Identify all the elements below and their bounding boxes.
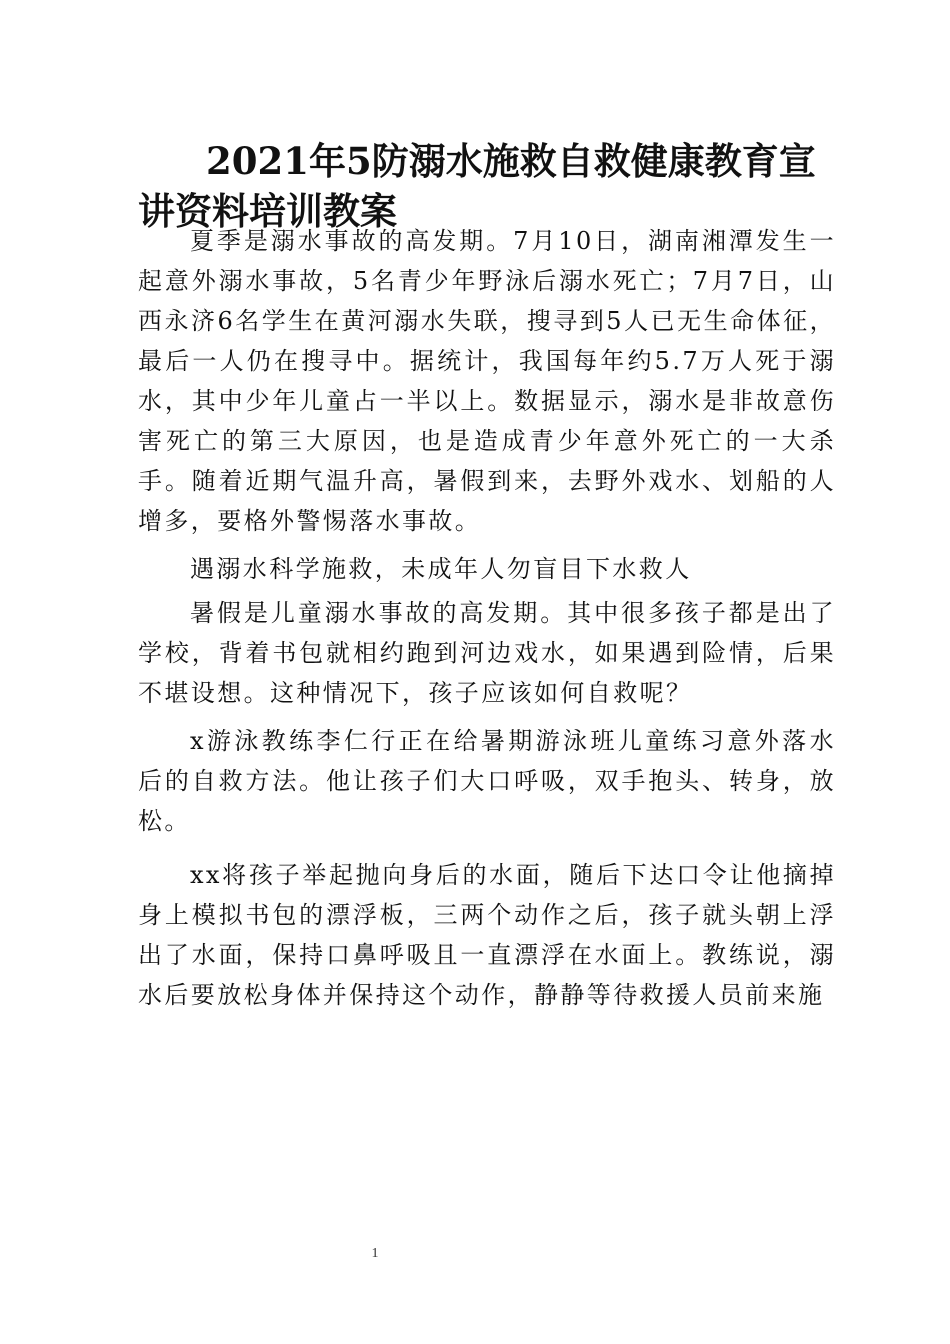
paragraph-coach-training: x游泳教练李仁行正在给暑期游泳班儿童练习意外落水后的自救方法。他让孩子们大口呼吸，双手抱头、转身，放松。: [138, 727, 836, 835]
document-body: [138, 221, 836, 1023]
paragraph-intro: 夏季是溺水事故的高发期。7月10日，湖南湘潭发生一起意外溺水事故，5名青少年野泳后溺水死亡；7月7日，山西永济6名学生在黄河溺水失联，搜寻到5人已无生命体征，最后一人仍在搜寻中。据统计，我国每年约5.7万人死于溺水，其中少年儿童占一半以上。数据显示，溺水是非故意伤害死亡的第三大原因，也是造成青少年意外死亡的一大杀手。随着近期气温升高，暑假到来，去野外戏水、划船的人增多，要格外警惕落水事故。: [138, 227, 836, 535]
paragraph-self-rescue: xx将孩子举起抛向身后的水面，随后下达口令让他摘掉身上模拟书包的漂浮板，三两个动作之后，孩子就头朝上浮出了水面，保持口鼻呼吸且一直漂浮在水面上。教练说，溺水后要放松身体并保持这个动作，静静等待救援人员前来施: [138, 861, 836, 1009]
document-title: 2021年5防溺水施救自救健康教育宣讲资料培训教案: [138, 139, 816, 233]
paragraph-summer-risk: 暑假是儿童溺水事故的高发期。其中很多孩子都是出了学校，背着书包就相约跑到河边戏水，如果遇到险情，后果不堪设想。这种情况下，孩子应该如何自救呢？: [138, 599, 836, 707]
page-number: 1: [371, 1246, 379, 1261]
paragraph-subheading: 遇溺水科学施救，未成年人勿盲目下水救人: [190, 555, 692, 583]
